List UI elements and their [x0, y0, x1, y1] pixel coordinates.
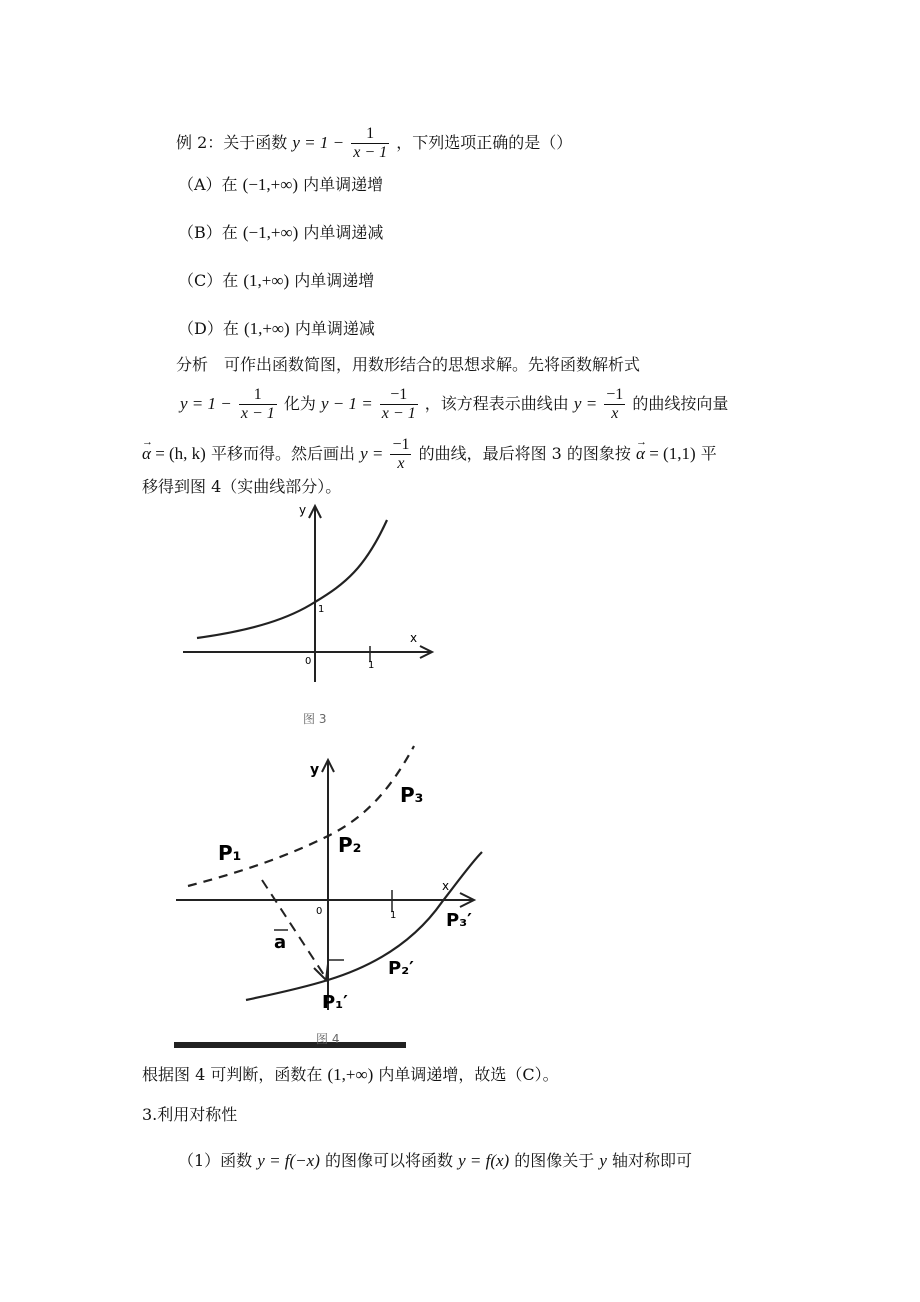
analysis-text-2: ，该方程表示曲线由: [424, 394, 569, 413]
figure-3: [175, 500, 455, 690]
analysis-frac-3: [604, 386, 625, 423]
option-a-label: （A）在: [178, 175, 238, 194]
option-c-label: （C）在: [178, 271, 239, 290]
analysis-frac-4: [390, 436, 411, 473]
fig4-dashed-curve: [188, 746, 414, 886]
vector-alpha: → α: [142, 443, 151, 465]
analysis-line-4: 移得到图 4（实曲线部分）。: [142, 477, 342, 496]
fraction-denominator: x: [390, 454, 411, 473]
figure-4: [174, 740, 494, 1050]
item1-text-3: 的图像关于: [514, 1151, 595, 1170]
item1-axis: y: [599, 1151, 607, 1170]
example-question: [176, 125, 572, 162]
fig4-vector-a: [262, 880, 326, 978]
fig3-y-label: y: [299, 503, 307, 517]
analysis-text-3: 的曲线按向量: [632, 394, 729, 413]
example-fraction: [351, 125, 389, 162]
analysis-frac-2: [380, 386, 418, 423]
fig3-curve: [197, 520, 387, 638]
fraction-denominator: x − 1: [381, 405, 416, 422]
fraction-denominator: x − 1: [240, 405, 275, 422]
analysis-text-4: 平移而得。然后画出: [210, 444, 355, 463]
fig4-p1-label: P₁: [218, 841, 242, 865]
option-c: [178, 270, 374, 292]
analysis-expr-5: y =: [360, 444, 384, 463]
analysis-text-1: 化为: [283, 394, 316, 413]
fig4-p1-prime-label: P₁′: [322, 992, 348, 1013]
fraction-numerator: 1: [366, 125, 375, 142]
option-c-interval: (1,+∞): [243, 271, 290, 290]
analysis-line-2: [180, 386, 728, 423]
fig4-p3-label: P₃: [400, 783, 424, 807]
fig4-p3-prime-label: P₃′: [446, 910, 472, 931]
option-b: [178, 222, 383, 244]
fig4-vector-label: a: [274, 932, 287, 953]
example-func-lhs: y = 1 −: [292, 133, 345, 152]
option-b-label: （B）在: [178, 223, 238, 242]
fig3-x-tick-label: 1: [368, 660, 375, 671]
fig4-origin-label: 0: [316, 906, 323, 917]
fig4-tick-label: 1: [390, 910, 397, 921]
conclusion: [142, 1064, 559, 1086]
option-b-text: 内单调递减: [303, 223, 384, 242]
fig4-caption: 图 4: [316, 1032, 340, 1046]
vector-alpha-2: → α: [636, 443, 645, 465]
fraction-numerator: −1: [606, 386, 624, 403]
example-label: 例 2：关于函数: [176, 133, 288, 152]
conclusion-interval: (1,+∞): [327, 1065, 374, 1084]
conclusion-text-1: 根据图 4 可判断，函数在: [142, 1065, 323, 1084]
analysis-expr-4: = (h, k): [150, 444, 206, 463]
analysis-expr-2: y − 1 =: [320, 394, 373, 413]
analysis-line-3: [142, 436, 717, 473]
analysis-frac-1: [239, 386, 277, 423]
option-d: [178, 318, 375, 340]
item1-text-4: 轴对称即可: [612, 1151, 693, 1170]
option-d-label: （D）在: [178, 319, 239, 338]
option-d-interval: (1,+∞): [243, 319, 290, 338]
analysis-text-6: 平: [700, 444, 717, 463]
option-c-text: 内单调递增: [294, 271, 375, 290]
option-d-text: 内单调递减: [294, 319, 375, 338]
fig3-caption: 图 3: [303, 712, 327, 726]
fig3-x-label: x: [410, 631, 418, 645]
fig3-y-tick-label: 1: [318, 604, 325, 615]
section-title: 3.利用对称性: [142, 1105, 238, 1124]
analysis-line-1: 分析 可作出函数简图，用数形结合的思想求解。先将函数解析式: [176, 355, 641, 374]
fig3-origin-label: 0: [305, 656, 312, 667]
conclusion-text-2: 内单调递增，故选（C）。: [378, 1065, 559, 1084]
item1-func-1: y = f(−x): [257, 1151, 320, 1170]
example-suffix: ，下列选项正确的是（）: [396, 133, 573, 152]
item1-text-2: 的图像可以将函数: [324, 1151, 453, 1170]
fraction-numerator: −1: [392, 436, 410, 453]
analysis-text-5: 的曲线，最后将图 3 的图象按: [418, 444, 631, 463]
analysis-expr-3: y =: [573, 394, 598, 413]
fig4-p2-label: P₂: [338, 833, 362, 857]
item-1: [178, 1150, 692, 1172]
option-b-interval: (−1,+∞): [242, 223, 299, 242]
fig4-p2-prime-label: P₂′: [388, 958, 414, 979]
fraction-numerator: −1: [390, 386, 408, 403]
item1-func-2: y = f(x): [458, 1151, 510, 1170]
option-a-interval: (−1,+∞): [242, 175, 299, 194]
fraction-denominator: x: [604, 404, 625, 423]
analysis-expr-6: = (1,1): [644, 444, 696, 463]
option-a-text: 内单调递增: [303, 175, 384, 194]
fig4-y-label: y: [310, 762, 320, 778]
fig4-bottom-bar: [174, 1042, 406, 1048]
fraction-numerator: 1: [253, 386, 262, 403]
option-a: [178, 174, 383, 196]
item1-text-1: （1）函数: [178, 1151, 253, 1170]
fraction-denominator: x − 1: [353, 144, 388, 161]
analysis-expr-1: y = 1 −: [180, 394, 232, 413]
fig4-x-label: x: [442, 879, 450, 893]
